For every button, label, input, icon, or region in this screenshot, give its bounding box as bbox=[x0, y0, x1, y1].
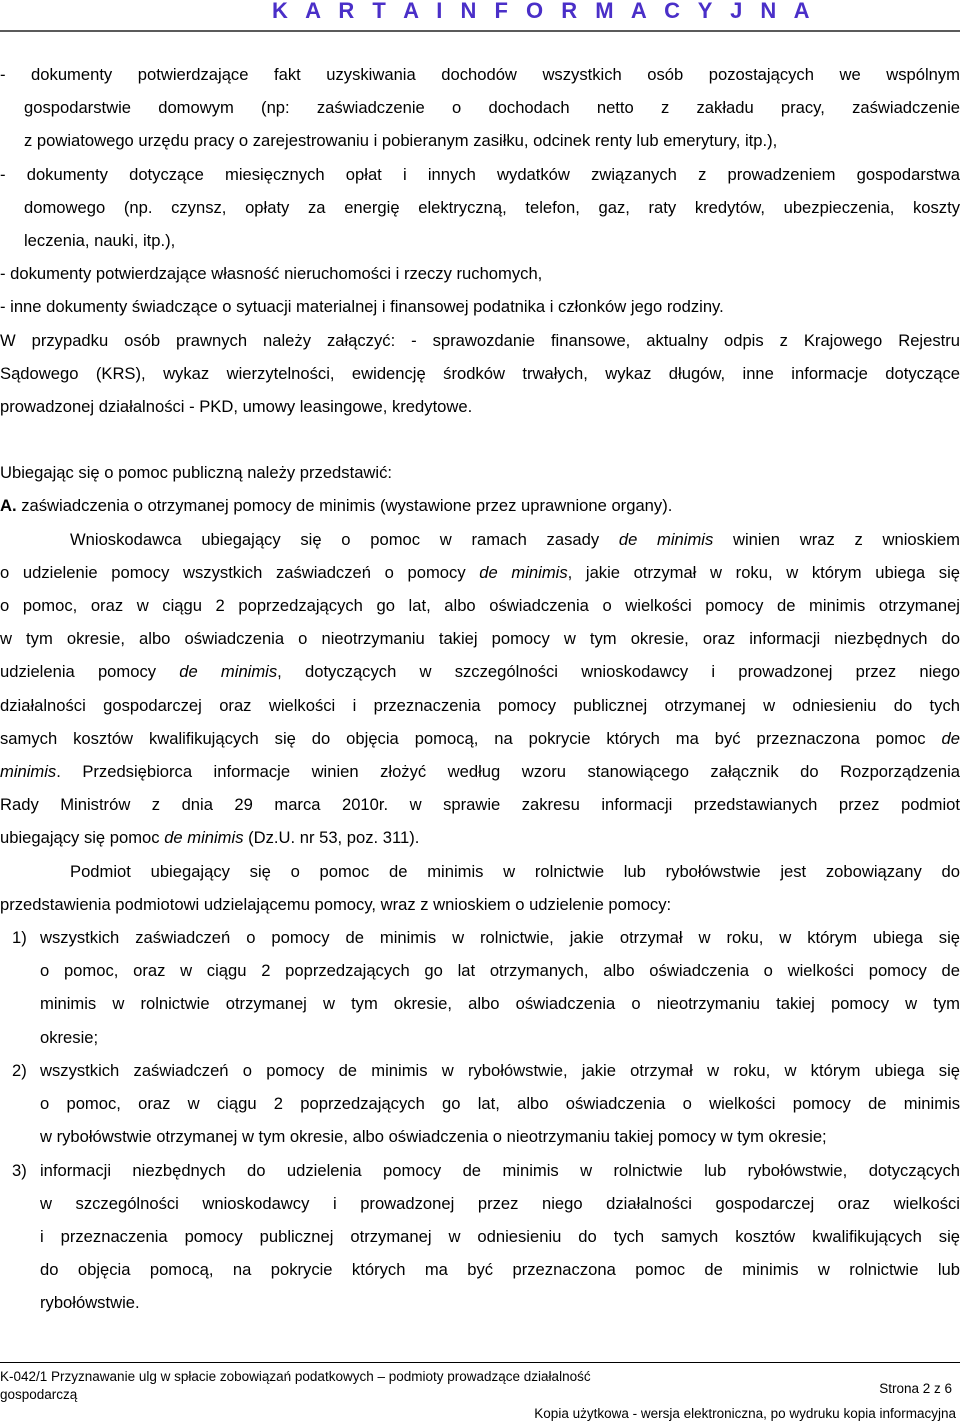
text-line: rybołówstwie. bbox=[40, 1293, 140, 1313]
section-a-label: A. bbox=[0, 496, 17, 516]
text-run: (Dz.U. nr 53, poz. 311). bbox=[243, 828, 420, 848]
text-line bbox=[0, 589, 960, 622]
item-number: 3) bbox=[12, 1160, 27, 1180]
documents-list bbox=[0, 58, 960, 324]
numbered-item bbox=[0, 921, 960, 1054]
text-line: o pomoc, oraz w ciągu 2 poprzedzających go lat, albo oświadczenia o wielkości pomocy de minimis bbox=[40, 1094, 960, 1114]
italic-term: de minimis bbox=[479, 562, 568, 582]
list-item bbox=[0, 158, 960, 258]
text-run: o udzielenie pomocy wszystkich zaświadczeń o pomocy bbox=[0, 562, 480, 582]
text-line: W przypadku osób prawnych należy załączyć: - sprawozdanie finansowe, aktualny odpis z Krajowego Rejestru bbox=[0, 330, 960, 350]
text-line: - dokumenty potwierdzające własność nieruchomości i rzeczy ruchomych, bbox=[0, 264, 543, 284]
de-minimis-paragraph bbox=[0, 523, 960, 855]
text-line: - dokumenty potwierdzające fakt uzyskiwania dochodów wszystkich osób pozostających we wspólnym bbox=[0, 65, 960, 84]
text-line bbox=[0, 722, 960, 755]
list-item bbox=[0, 257, 960, 290]
text-line: w szczególności wnioskodawcy i prowadzonej przez niego działalności gospodarczej oraz wielkości bbox=[40, 1193, 960, 1213]
text-line bbox=[0, 556, 960, 589]
text-run: Rady Ministrów z dnia 29 marca 2010r. w sprawie zakresu informacji przedstawianych przez podmiot bbox=[0, 795, 960, 815]
numbered-list bbox=[0, 921, 960, 1319]
text-line: w rybołówstwie otrzymanej w tym okresie, albo oświadczenia o nieotrzymaniu takiej pomocy w tym okresie; bbox=[40, 1127, 827, 1147]
italic-term: de minimis bbox=[179, 662, 278, 682]
text-line: gospodarstwie domowym (np: zaświadczenie o dochodach netto z zakładu pracy, zaświadczenie bbox=[24, 98, 960, 118]
section-a bbox=[0, 489, 960, 522]
italic-term: de minimis bbox=[164, 828, 244, 848]
text-line: domowego (np. czynsz, opłaty za energię elektryczną, telefon, gaz, raty kredytów, ubezpieczenia, koszty bbox=[24, 197, 960, 217]
text-run: w tym okresie, albo oświadczenia o nieotrzymaniu takiej pomocy w tym okresie, oraz informacji niezbędnych do bbox=[0, 629, 960, 649]
text-line: z powiatowego urzędu pracy o zarejestrowaniu i pobieranym zasiłku, odcinek renty lub emerytury, itp.), bbox=[24, 131, 778, 151]
italic-term: de minimis bbox=[618, 529, 714, 549]
text-run: , dotyczących w szczególności wnioskodawcy i prowadzonej przez niego bbox=[277, 662, 960, 682]
text-line bbox=[0, 821, 960, 854]
item-number: 1) bbox=[12, 928, 27, 948]
text-line bbox=[0, 655, 960, 688]
text-line bbox=[0, 755, 960, 788]
footer-document-id bbox=[0, 1368, 700, 1404]
numbered-item bbox=[0, 1154, 960, 1320]
page-number: Strona 2 z 6 bbox=[879, 1381, 952, 1396]
text-line: o pomoc, oraz w ciągu 2 poprzedzających go lat otrzymanych, albo oświadczenia o wielkości pomocy de bbox=[40, 961, 960, 981]
text-line bbox=[0, 788, 960, 821]
text-line: do objęcia pomocą, na pokrycie których ma być przeznaczona pomoc de minimis w rolnictwie lub bbox=[40, 1260, 960, 1280]
text-line: Sądowego (KRS), wykaz wierzytelności, ewidencję środków trwałych, wykaz długów, inne informacje dotyczące bbox=[0, 363, 960, 383]
text-line: okresie; bbox=[40, 1027, 99, 1047]
text-run: działalności gospodarczej oraz wielkości i przeznaczenia pomocy publicznej otrzymanej w odniesieniu do tych bbox=[0, 695, 960, 715]
numbered-item bbox=[0, 1054, 960, 1154]
list-item bbox=[0, 58, 960, 158]
text-run: Wnioskodawca ubiegający się o pomoc w ramach zasady bbox=[70, 529, 619, 549]
page-title: K A R T A I N F O R M A C Y J N A bbox=[272, 0, 816, 23]
footer-line: K-042/1 Przyznawanie ulg w spłacie zobowiązań podatkowych – podmioty prowadzące działalność bbox=[0, 1369, 591, 1384]
legal-persons-paragraph bbox=[0, 324, 960, 424]
agriculture-paragraph bbox=[0, 855, 960, 921]
text-line bbox=[0, 622, 960, 655]
text-line: i przeznaczenia pomocy publicznej otrzymanej w odniesieniu do tych samych kosztów kwalifikujących się bbox=[40, 1226, 960, 1246]
text-line: minimis w rolnictwie otrzymanej w tym okresie, albo oświadczenia o nieotrzymaniu takiej pomocy w tym bbox=[40, 994, 960, 1014]
copy-note: Kopia użytkowa - wersja elektroniczna, po wydruku kopia informacyjna bbox=[534, 1406, 956, 1421]
text-line: wszystkich zaświadczeń o pomocy de minimis w rolnictwie, jakie otrzymał w roku, w którym ubiega się bbox=[40, 928, 960, 948]
text-run: ubiegający się pomoc bbox=[0, 828, 165, 848]
text-line: - inne dokumenty świadczące o sytuacji materialnej i finansowej podatnika i członków jego rodziny. bbox=[0, 297, 724, 317]
text-line: informacji niezbędnych do udzielenia pomocy de minimis w rolnictwie lub rybołówstwie, dotyczących bbox=[40, 1160, 960, 1180]
section-a-text: zaświadczenia o otrzymanej pomocy de minimis (wystawione przez uprawnione organy). bbox=[16, 496, 673, 516]
text-run: udzielenia pomocy bbox=[0, 662, 180, 682]
text-run: o pomoc, oraz w ciągu 2 poprzedzających go lat, albo oświadczenia o wielkości pomocy de minimis otrzymanej bbox=[0, 596, 960, 616]
text-run: , jakie otrzymał w roku, w którym ubiega się bbox=[567, 562, 960, 582]
text-line bbox=[0, 689, 960, 722]
public-aid-heading: Ubiegając się o pomoc publiczną należy przedstawić: bbox=[0, 463, 393, 483]
header-divider bbox=[0, 30, 960, 32]
text-run: samych kosztów kwalifikujących się do objęcia pomocą, na pokrycie których ma być przeznaczona pomoc bbox=[0, 728, 942, 748]
text-line: leczenia, nauki, itp.), bbox=[24, 231, 176, 251]
text-line: przedstawienia podmiotowi udzielającemu pomocy, wraz z wnioskiem o udzielenie pomocy: bbox=[0, 894, 672, 914]
text-line: - dokumenty dotyczące miesięcznych opłat i innych wydatków związanych z prowadzeniem gospodarstwa bbox=[0, 164, 960, 184]
text-line: wszystkich zaświadczeń o pomocy de minimis w rybołówstwie, jakie otrzymał w roku, w którym ubiega się bbox=[40, 1060, 960, 1080]
document-body bbox=[0, 58, 960, 1320]
italic-term: de bbox=[941, 728, 960, 748]
text-line bbox=[0, 523, 960, 556]
list-item bbox=[0, 290, 960, 323]
text-run: winien wraz z wnioskiem bbox=[713, 529, 960, 549]
text-line: Podmiot ubiegający się o pomoc de minimis w rolnictwie lub rybołówstwie jest zobowiązany do bbox=[70, 861, 960, 881]
item-number: 2) bbox=[12, 1060, 27, 1080]
italic-term: minimis bbox=[0, 762, 57, 782]
text-line: prowadzonej działalności - PKD, umowy leasingowe, kredytowe. bbox=[0, 397, 473, 417]
footer-divider bbox=[0, 1362, 960, 1363]
footer-line: gospodarczą bbox=[0, 1387, 78, 1402]
text-run: . Przedsiębiorca informacje winien złożyć według wzoru stanowiącego załącznik do Rozporządzenia bbox=[56, 762, 960, 782]
